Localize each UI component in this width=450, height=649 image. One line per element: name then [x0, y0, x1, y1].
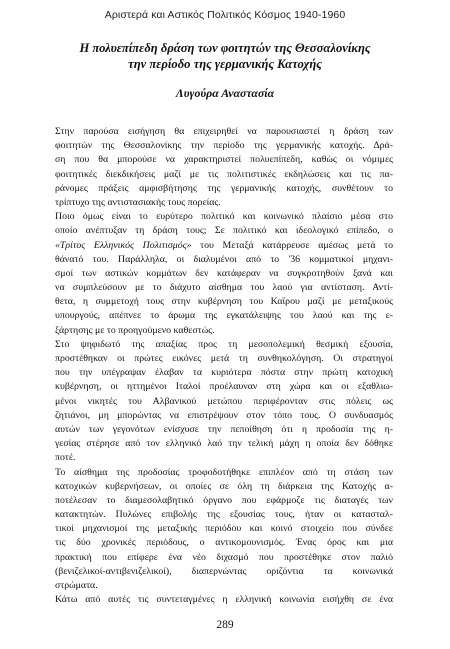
text-line: μένοι νικητές του Αλβανικού μετώπου περιφέρονταν στις πόλεις ως [55, 395, 393, 407]
text-line: θετα, η συμμετοχή τους στην κυβέρνηση του Καΐρου μαζί με μεταξικούς [55, 296, 393, 308]
text-line: στρώματα. [55, 580, 98, 591]
text-line: κατοχικών κυβερνήσεων, οι οποίες σε όλη τη διάρκεια της Κατοχής α- [55, 480, 393, 492]
text-line: θάνατό του. Παράλληλα, οι διαλυμένοι από το '36 κομματικοί μηχανι- [55, 253, 393, 265]
text-line: φοιτητικές διεκδικήσεις μαζί με τις πολιτιστικές εκδηλώσεις και τις πα- [55, 168, 393, 180]
text-line: υπουργούς, απέπνεε το άρωμα της εγκατάλειψης του λαού και της ε- [55, 310, 393, 322]
text-line: ποτέ. [55, 452, 76, 464]
title-line: Η πολυεπίπεδη δράση των φοιτητών της Θεσσαλονίκης [79, 41, 371, 55]
text-line: κατακτητών. Πυλώνες επιβολής της εξουσίας τους, ήταν οι κατασταλ- [55, 509, 393, 521]
body-text [55, 125, 393, 607]
text-line: ράνομες πράξεις αμφισβήτησης της γερμανικής κατοχής, συνθέτουν το [55, 182, 393, 194]
text-line: Ποιο όμως είναι το ευρύτερο πολιτικό και κοινωνικό πλαίσιο μέσα στο [55, 211, 393, 223]
text-line: κυβέρνηση, οι ηττημένοι Ιταλοί προέλαυναν στη χώρα και οι εξαθλιω- [55, 381, 393, 393]
text-line: πρακτική που επίφερε ένα νέο διχασμό που προστέθηκε στον παλιό [55, 551, 393, 563]
text-line: που την υπέγραψαν έλαβαν τα κυριότερα πόστα στην πρώτη κατοχική [55, 367, 393, 379]
author-name: Λυγούρα Αναστασία [175, 86, 275, 100]
text-line: «Τρίτος Ελληνικός Πολιτισμός» του Μεταξά κατάρρευσε αμέσως μετά το [55, 239, 393, 251]
text-line: Στο ψηφιδωτό της απαξίας προς τη μεσοπολεμική θεσμική εξουσία, [55, 338, 393, 350]
text-line: τρίπτυχο της αντιστασιακής τους πορείας. [55, 196, 221, 208]
text-line: προστέθηκαν οι πρώτες εικόνες μετά τη συνθηκολόγηση. Οι στρατηγοί [55, 353, 393, 364]
text-line: οποίο ανέπτυξαν τη δράση τους; Σε πολιτικό και ιδεολογικό επίπεδο, ο [55, 225, 393, 237]
italic-citation: «Τρίτος Ελληνικός Πολιτισμός» [55, 239, 192, 251]
text-line: τις δύο χρονικές περιόδους, ο αντικομουνισμός. Ένας όρος και μια [55, 537, 393, 549]
title-line: την περίοδο της γερμανικής Κατοχής [128, 57, 322, 71]
page-number: 289 [216, 619, 234, 631]
text-line: Το αίσθημα της προδοσίας τροφοδοτήθηκε επιπλέον από τη στάση των [55, 466, 393, 478]
text-line: (βενιζελικοί-αντιβενιζελικοί), διαπερνώντας οριζόντια τα κοινωνικά [55, 565, 393, 577]
text-line: ζητιάνοι, μη μπορώντας να επιστρέψουν στον τόπο τους. Ο συνδυασμός [55, 409, 393, 421]
text-line: αυτών των γεγονότων ενίσχυσε την πεποίθηση ότι η προδοσία της η- [55, 423, 393, 435]
article-title [20, 40, 430, 72]
running-header: Αριστερά και Αστικός Πολιτικός Κόσμος 1940-1960 [104, 9, 346, 21]
text-line: Κάτω από αυτές τις συντεταγμένες η ελληνική κοινωνία εισήχθη σε ένα [55, 594, 393, 606]
text-line: ση που θα μπορούσε να χαρακτηριστεί πολυεπίπεδη, καθώς οι νόμιμες [55, 154, 393, 166]
text-line: τικοί μηχανισμοί της μεταξικής περιόδου και κοινό στοιχείο που σύνδεε [55, 523, 393, 535]
text-line: να συμπλεύσουν με το διάχυτο αίσθημα του λαού για αντίσταση. Αντί- [55, 282, 393, 294]
text-line: γεσίας στέρησε από τον ελληνικό λαό την τελική μάχη η οποία δεν δόθηκε [55, 438, 393, 450]
text-line: ποτέλεσαν το διαμεσολαβητικό όργανο που εφάρμοζε τις διαταγές των [55, 494, 393, 506]
text-line: Στην παρούσα εισήγηση θα επιχειρηθεί να παρουσιαστεί η δράση των [55, 126, 393, 137]
text-line: φοιτητών της Θεσσαλονίκης την περίοδο της γερμανικής κατοχής. Δρά- [55, 140, 393, 152]
text-line: σμοί των αστικών κομμάτων δεν κατάφεραν να συγκροτηθούν ξανά και [55, 267, 393, 279]
text-line: ξάρτησης με το προηγούμενο καθεστώς. [55, 324, 215, 336]
